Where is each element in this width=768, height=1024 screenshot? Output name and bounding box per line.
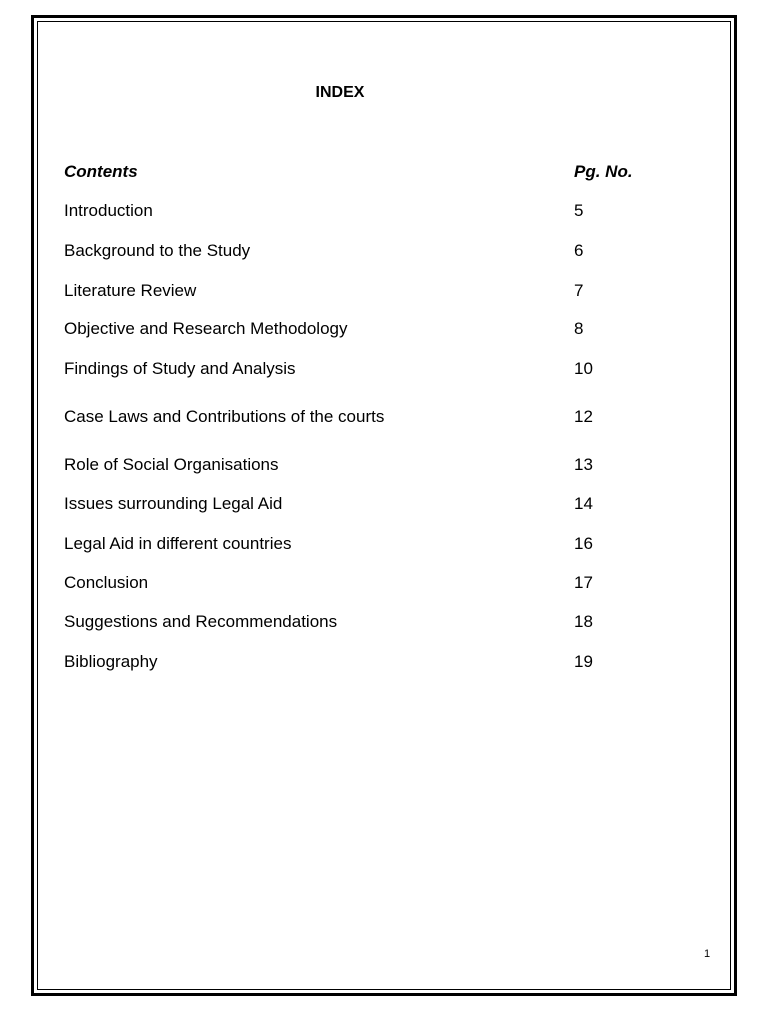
table-row — [64, 533, 684, 555]
row-title: Role of Social Organisations — [64, 455, 279, 474]
table-row — [64, 651, 684, 673]
row-page: 6 — [574, 241, 584, 260]
table-row — [64, 572, 684, 594]
table-row — [64, 200, 684, 222]
table-row — [64, 358, 684, 380]
row-title: Bibliography — [64, 652, 158, 671]
table-row — [64, 280, 684, 302]
table-row — [64, 454, 684, 476]
row-title: Findings of Study and Analysis — [64, 359, 296, 378]
contents-header: Contents — [64, 162, 138, 181]
table-header — [64, 161, 684, 183]
row-page: 7 — [574, 281, 584, 300]
row-page: 19 — [574, 652, 593, 671]
row-title: Issues surrounding Legal Aid — [64, 494, 283, 513]
row-page: 5 — [574, 201, 584, 220]
row-page: 17 — [574, 573, 593, 592]
row-page: 8 — [574, 319, 584, 338]
table-row — [64, 318, 684, 340]
table-row — [64, 493, 684, 515]
row-page: 12 — [574, 407, 593, 426]
page-number: 1 — [704, 948, 711, 960]
row-title: Case Laws and Contributions of the courts — [64, 407, 385, 426]
row-page: 10 — [574, 359, 593, 378]
row-title: Conclusion — [64, 573, 149, 592]
row-title: Legal Aid in different countries — [64, 534, 292, 553]
page-title: INDEX — [315, 84, 365, 101]
row-page: 13 — [574, 455, 593, 474]
row-title: Suggestions and Recommendations — [64, 612, 338, 631]
row-page: 18 — [574, 612, 593, 631]
row-title: Background to the Study — [64, 241, 251, 260]
table-row — [64, 240, 684, 262]
row-title: Introduction — [64, 201, 153, 220]
table-row — [64, 611, 684, 633]
page-number-header: Pg. No. — [574, 162, 633, 181]
table-row — [64, 406, 684, 428]
row-title: Literature Review — [64, 281, 197, 300]
row-page: 16 — [574, 534, 593, 553]
row-title: Objective and Research Methodology — [64, 319, 348, 338]
row-page: 14 — [574, 494, 593, 513]
